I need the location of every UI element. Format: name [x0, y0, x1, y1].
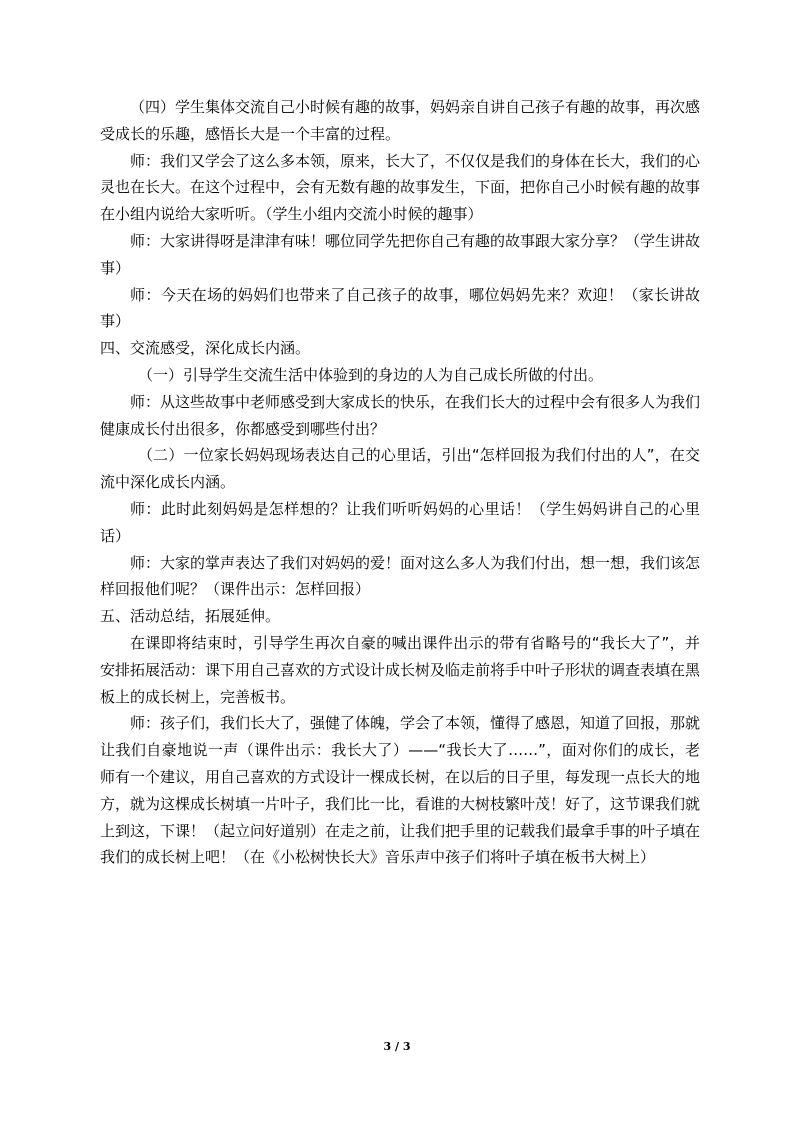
paragraph-subsection-1: （一）引导学生交流生活中体验到的身边的人为自己成长所做的付出。: [138, 365, 604, 384]
paragraph-teacher-closing: 师：孩子们，我们长大了，强健了体魄，学会了本领，懂得了感恩，知道了回报，那就让我们自豪地说一声（课件出示：我长大了）——“我长大了……”，面对你们的成长，老师有一个建议，用自己喜欢的方式设计一棵成长树，在以后的日子里，每发现一点长大的地方，就为这棵成长树填一片叶子，我们比一比，看谁的大树枝繁叶茂！好了，这节课我们就上到这，下课！（起立问好道别）在走之前，让我们把手里的记载我们最拿手事的叶子填在我们的成长树上吧！（在《小松树快长大》音乐声中孩子们将叶子填在板书大树上）: [100, 714, 701, 867]
paragraph-teacher-6: 师：大家的掌声表达了我们对妈妈的爱！面对这么多人为我们付出，想一想，我们该怎样回报他们呢？（课件出示：怎样回报）: [100, 553, 701, 599]
page-number: 3 / 3: [383, 1040, 411, 1053]
section-heading-4: 四、交流感受，深化成长内涵。: [100, 339, 311, 358]
paragraph-section-4: （四）学生集体交流自己小时候有趣的故事，妈妈亲自讲自己孩子有趣的故事，再次感受成长的乐趣，感悟长大是一个丰富的过程。: [100, 98, 701, 143]
document-body: [100, 94, 700, 871]
paragraph-teacher-5: 师：此时此刻妈妈是怎样想的？让我们听听妈妈的心里话！（学生妈妈讲自己的心里话）: [100, 499, 700, 545]
paragraph-teacher-3: 师：今天在场的妈妈们也带来了自己孩子的故事，哪位妈妈先来？欢迎！（家长讲故事）: [100, 285, 700, 331]
paragraph-teacher-2: 师：大家讲得呀是津津有味！哪位同学先把你自己有趣的故事跟大家分享？（学生讲故事）: [100, 231, 701, 277]
paragraph-teacher-1: 师：我们又学会了这么多本领，原来，长大了，不仅仅是我们的身体在长大，我们的心灵也在长大。在这个过程中，会有无数有趣的故事发生，下面，把你自己小时候有趣的故事在小组内说给大家听听。（学生小组内交流小时候的趣事）: [100, 151, 701, 224]
paragraph-teacher-4: 师：从这些故事中老师感受到大家成长的快乐，在我们长大的过程中会有很多人为我们健康成长付出很多，你都感受到哪些付出？: [100, 392, 701, 438]
paragraph-subsection-2: （二）一位家长妈妈现场表达自己的心里话，引出“怎样回报为我们付出的人”，在交流中深化成长内涵。: [100, 446, 700, 492]
section-heading-5: 五、活动总结，拓展延伸。: [100, 607, 281, 626]
paragraph-summary: 在课即将结束时，引导学生再次自豪的喊出课件出示的带有省略号的“我长大了”，并安排拓展活动：课下用自己喜欢的方式设计成长树及临走前将手中叶子形状的调查表填在黑板上的成长树上，完善板书。: [100, 633, 701, 706]
